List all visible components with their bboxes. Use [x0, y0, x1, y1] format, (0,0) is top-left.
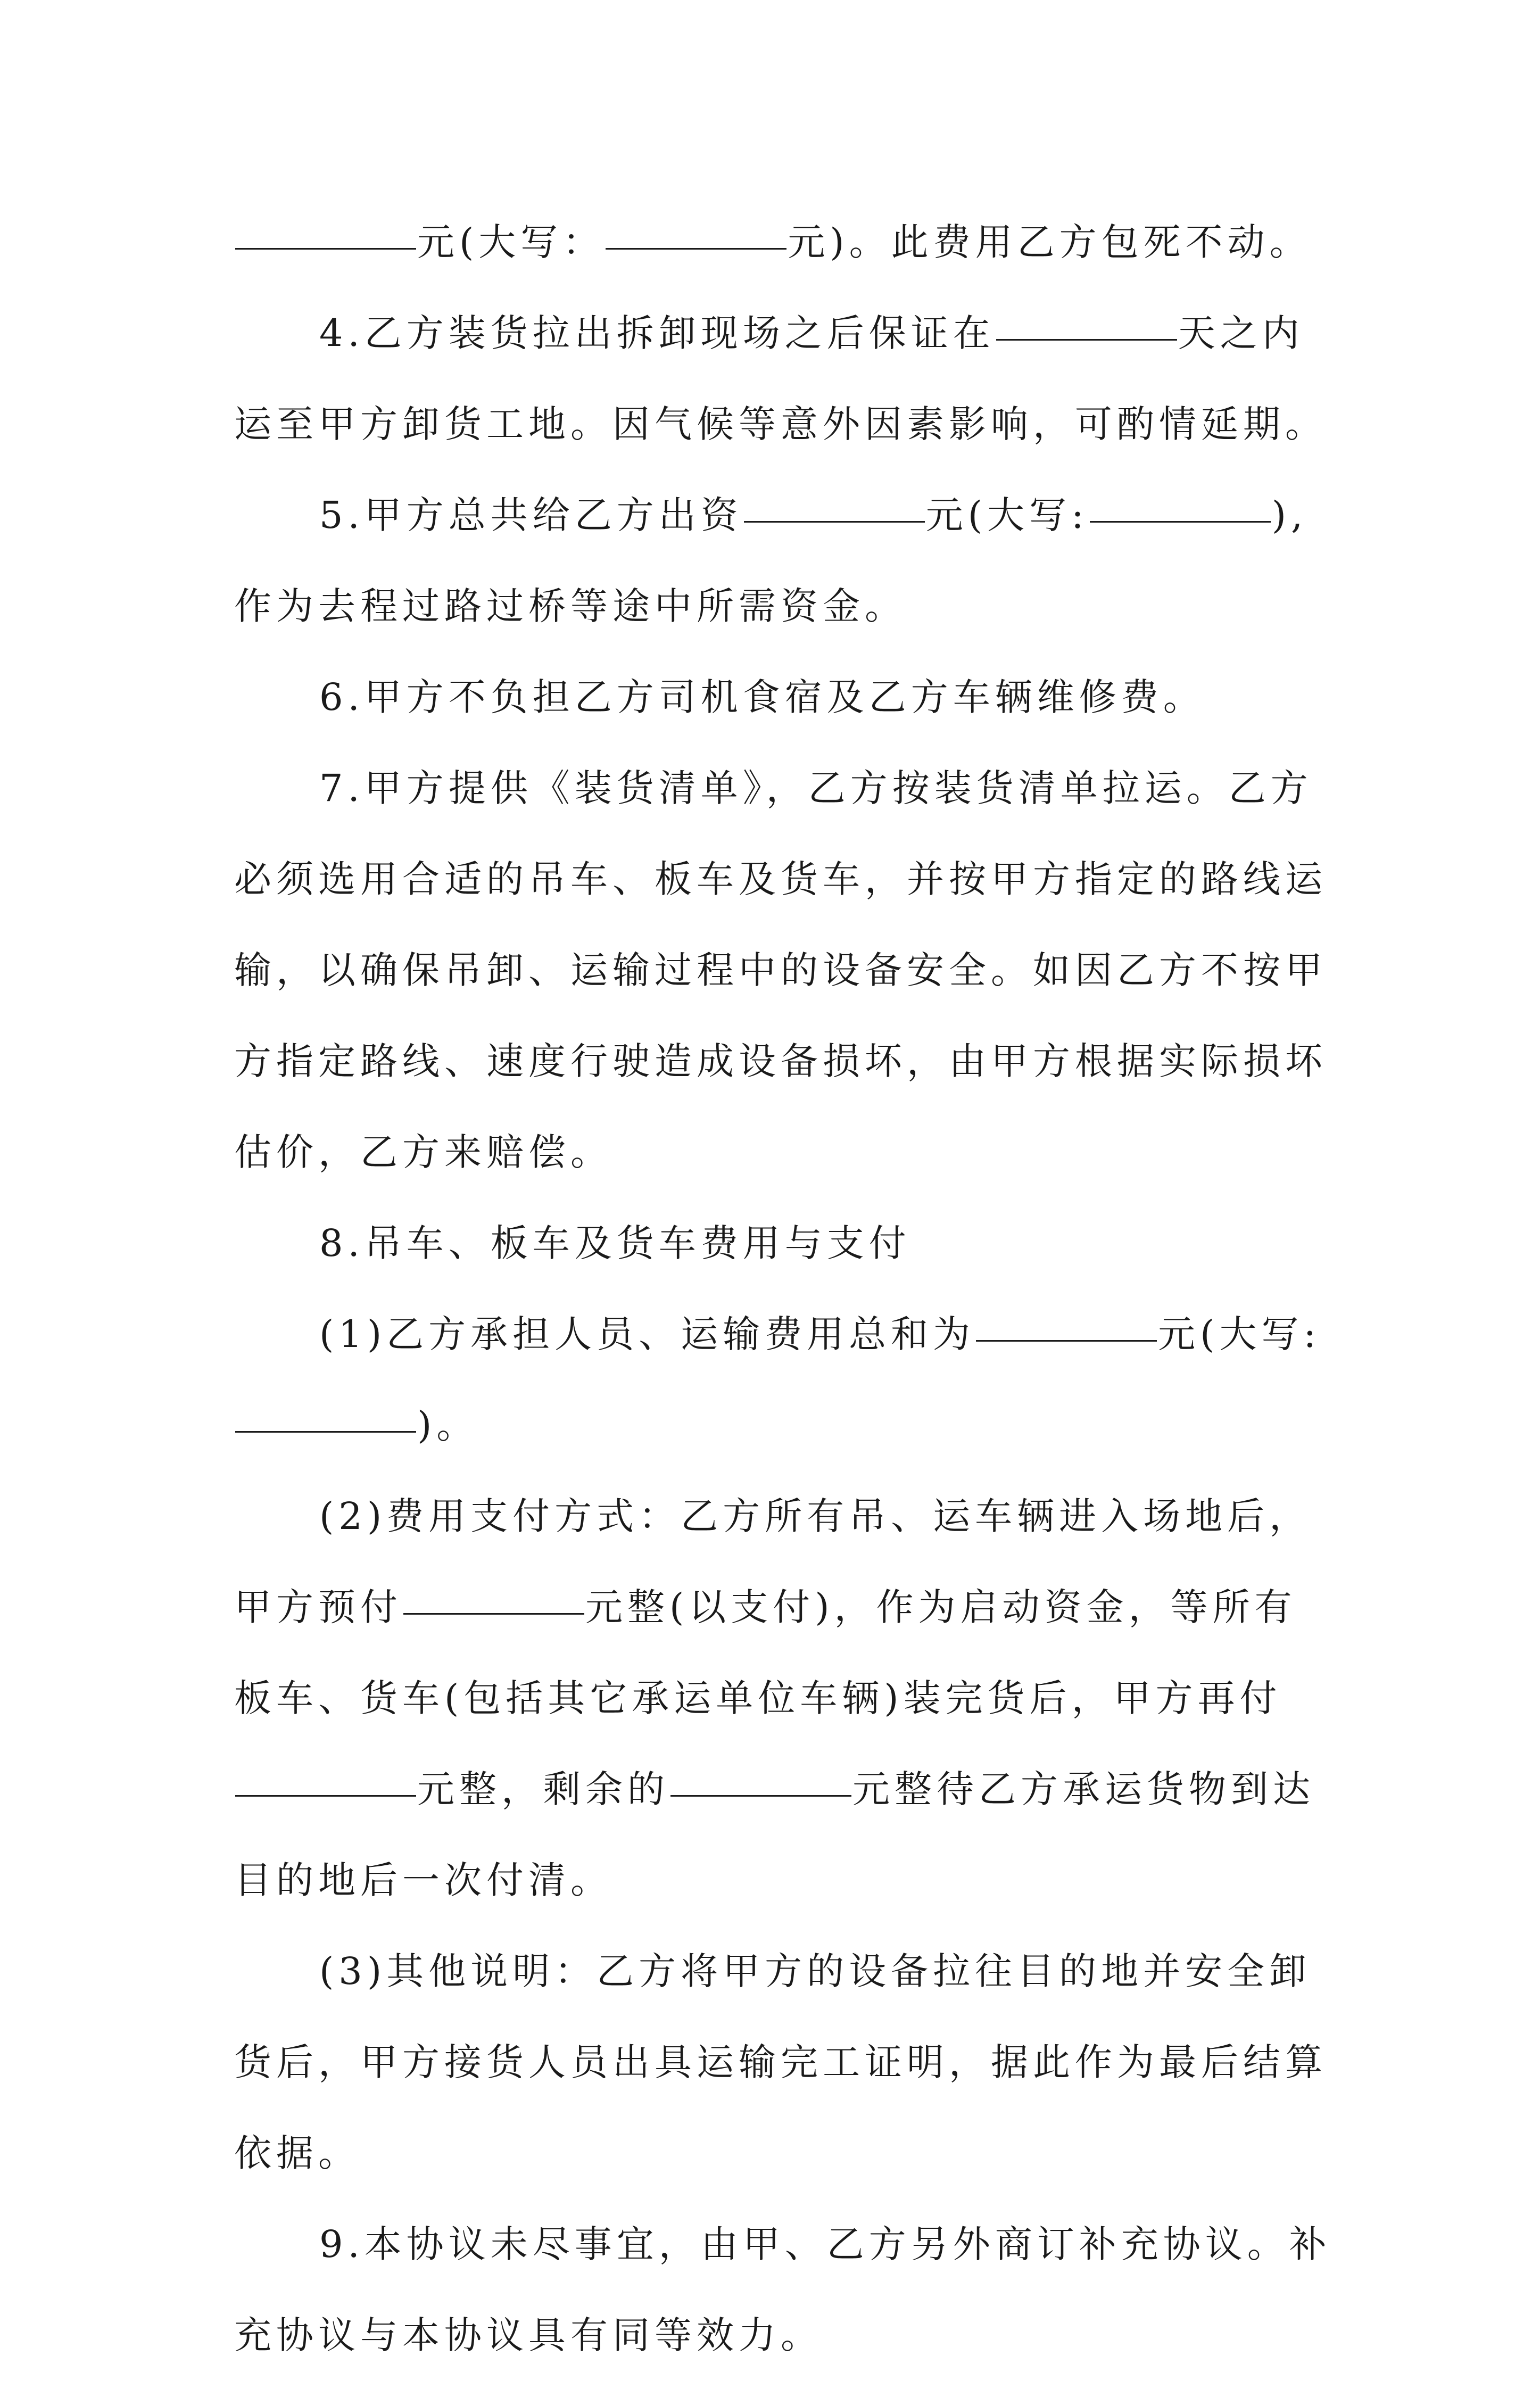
document-body	[234, 197, 1331, 2381]
text-line: 依据。	[234, 2131, 360, 2175]
fill-blank	[235, 247, 416, 250]
clause-7: 7.甲方提供《装货清单》，乙方按装货清单拉运。乙方	[319, 766, 1313, 810]
clause-6: 6.甲方不负担乙方司机食宿及乙方车辆维修费。	[319, 675, 1205, 719]
text-line: 元(大写： 元)。此费用乙方包死不动。	[234, 197, 1314, 288]
text-line: 元整，剩余的 元整待乙方承运货物到达	[234, 1744, 1314, 1835]
text-line: 输，以确保吊卸、运输过程中的设备安全。如因乙方不按甲	[234, 948, 1327, 992]
text-line: 方指定路线、速度行驶造成设备损坏，由甲方根据实际损坏	[234, 1039, 1327, 1083]
text-line: 运至甲方卸货工地。因气候等意外因素影响，可酌情延期。	[234, 402, 1327, 446]
clause-9: 9.本协议未尽事宜，由甲、乙方另外商订补充协议。补	[319, 2222, 1331, 2266]
fill-blank	[744, 520, 925, 523]
fill-blank	[606, 247, 786, 250]
clause-5: 5.甲方总共给乙方出资 元(大写: ),	[319, 493, 1308, 537]
fill-blank	[1090, 520, 1271, 523]
text-line: 估价，乙方来赔偿。	[234, 1130, 612, 1174]
text-line: 货后，甲方接货人员出具运输完工证明，据此作为最后结算	[234, 2040, 1327, 2084]
fill-blank	[976, 1340, 1157, 1342]
text-line: 充协议与本协议具有同等效力。	[234, 2313, 823, 2357]
text-line: 板车、货车(包括其它承运单位车辆)装完货后，甲方再付	[234, 1676, 1282, 1720]
clause-8-3: (3)其他说明：乙方将甲方的设备拉往目的地并安全卸	[319, 1949, 1312, 1993]
fill-blank	[235, 1795, 416, 1797]
text-line: 甲方预付 元整(以支付)，作为启动资金，等所有	[234, 1585, 1297, 1629]
fill-blank	[403, 1613, 584, 1615]
clause-8-1: (1)乙方承担人员、运输费用总和为 元(大写:	[319, 1312, 1321, 1356]
text-line: 目的地后一次付清。	[234, 1858, 612, 1902]
clause-4: 4.乙方装货拉出拆卸现场之后保证在 天之内	[319, 311, 1304, 355]
text-line: )。	[234, 1380, 1314, 1471]
text-line: 必须选用合适的吊车、板车及货车，并按甲方指定的路线运	[234, 857, 1327, 901]
fill-blank	[996, 338, 1177, 341]
clause-8-2: (2)费用支付方式：乙方所有吊、运车辆进入场地后，	[319, 1494, 1312, 1538]
fill-blank	[670, 1795, 851, 1797]
fill-blank	[235, 1431, 416, 1433]
text-line: 作为去程过路过桥等途中所需资金。	[234, 584, 907, 628]
clause-8: 8.吊车、板车及货车费用与支付	[319, 1221, 911, 1265]
